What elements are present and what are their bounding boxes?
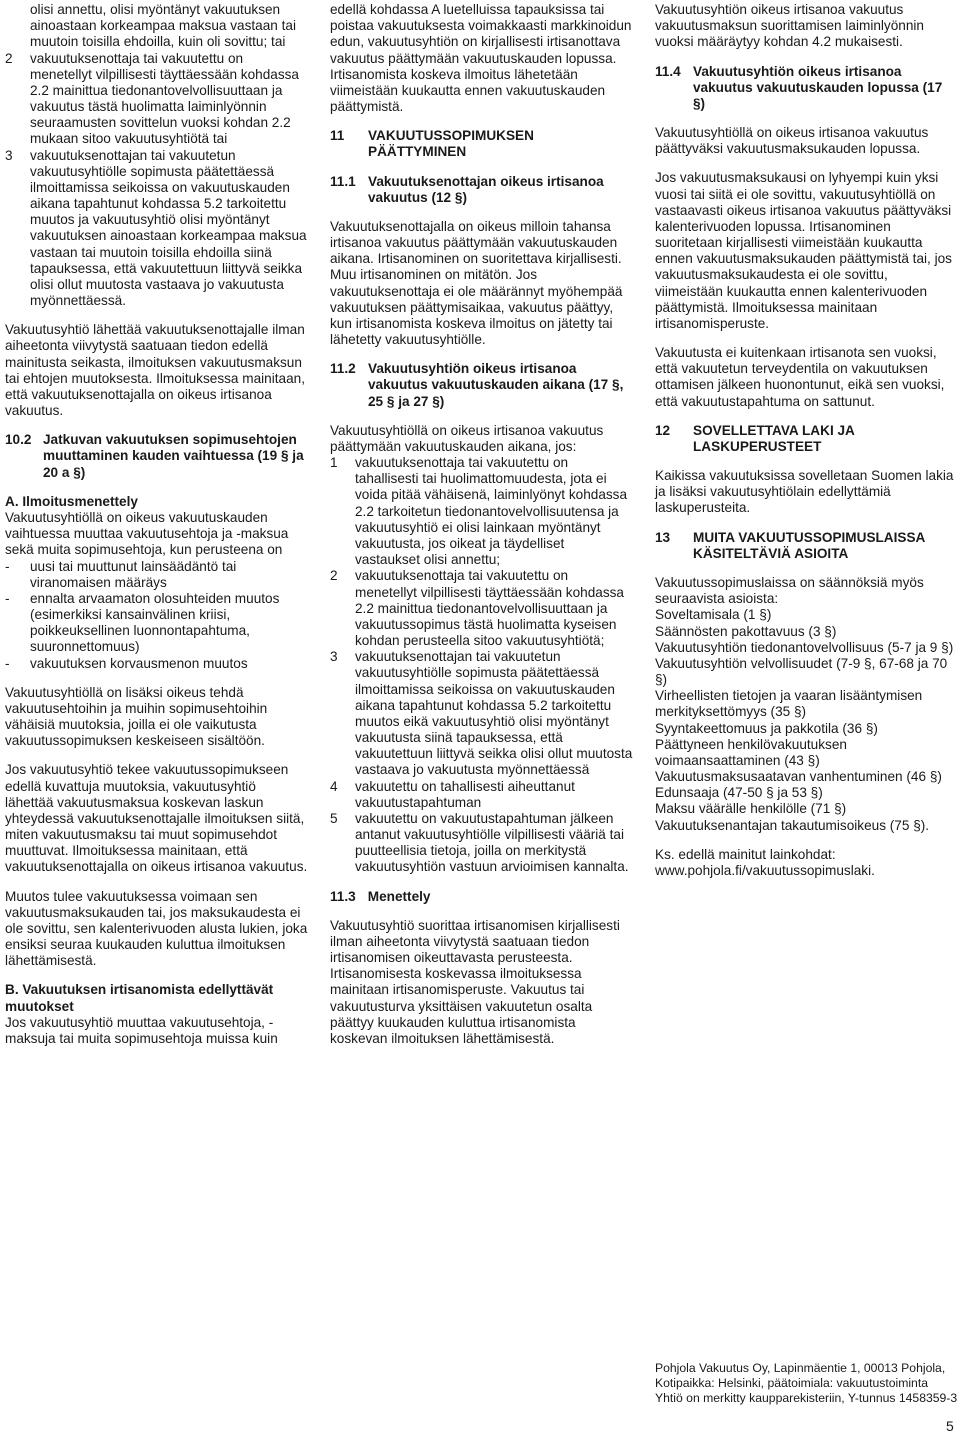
dash-list — [5, 559, 308, 672]
list-bullet: - — [5, 590, 10, 606]
footer-line: Pohjola Vakuutus Oy, Lapinmäentie 1, 00013 Pohjola, — [655, 1361, 946, 1375]
list-item: Edunsaaja (47-50 § ja 53 §) — [655, 785, 823, 801]
paragraph: Jos vakuutusmaksukausi on lyhyempi kuin yksi vuosi tai siitä ei ole sovittu, vakuutusyhtiöllä on vastaavasti oikeus irtisanoa vakuutus päättyväksi kalenterivuoden lopussa. Irtisanominen suoritetaan kirjallisesti viimeistään kuukautta ennen vakuutusmaksukauden päättymistä tai, jos vakuutusmaksukaudesta ei ole sovittu, viimeistään kuukautta ennen kalenterivuoden päättymistä. Ilmoituksessa mainitaan irtisanomisperuste. — [655, 170, 952, 331]
paragraph: Vakuutusyhtiöllä on oikeus vakuutuskauden vaihtuessa muuttaa vakuutusehtoja ja -maksua sekä muita sopimusehtoja, kun perusteena on — [5, 509, 289, 558]
list-item — [330, 568, 633, 649]
page-number: 5 — [946, 1418, 954, 1434]
numbered-list — [330, 455, 633, 875]
paragraph: Vakuutuksenottajalla on oikeus milloin tahansa irtisanoa vakuutus päättymään vakuutuskauden aikana. Irtisanominen on suoritettava kirjallisesti. Muu irtisanominen on mitätön. Jos vakuutuksenottaja ei ole määrännyt myöhempää vakuutuksen päättymisaikaa, vakuutus päättyy, kun irtisanomista koskeva ilmoitus on jätetty tai lähetetty vakuutusyhtiölle. — [330, 218, 623, 348]
paragraph: Vakuutusyhtiöllä on lisäksi oikeus tehdä vakuutusehtoihin ja muihin sopimusehtoihin vähäisiä muutoksia, joilla ei ole vaikutusta vakuutussopimuksen keskeiseen sisältöön. — [5, 684, 268, 749]
list-item-text: vakuutettu on tahallisesti aiheuttanut vakuutustapahtuman — [355, 778, 575, 810]
list-item-text: vakuutuksenottajan tai vakuutetun vakuutusyhtiölle sopimusta päätettäessä ilmoittamissa seikoissa on vakuutuskauden aikana tapahtunut kohdassa 5.2 tarkoitettu muutos eikä vakuutusyhtiö olisi myöntänyt vakuutusta siinä tapauksessa, että vakuutettuun liittyvä seikka olisi ollut muutosta vastaava jo vakuutusta myönnettäessä — [355, 649, 633, 778]
list-item — [330, 455, 633, 568]
heading-title: Menettely — [367, 888, 431, 904]
list-item-text: vakuutuksen korvausmenon muutos — [30, 655, 248, 671]
heading-title: Jatkuvan vakuutuksen sopimusehtojen muuttaminen kauden vaihtuessa (19 § ja 20 a §) — [43, 432, 304, 480]
company-footer — [655, 1361, 958, 1406]
paragraph: Vakuutussopimuslaissa on säännöksiä myös seuraavista asioista: — [655, 574, 924, 607]
footer-line: Kotipaikka: Helsinki, päätoimiala: vakuutustoiminta — [655, 1376, 928, 1390]
paragraph: Jos vakuutusyhtiö tekee vakuutussopimukseen edellä kuvattuja muutoksia, vakuutusyhtiö lähettää vakuutusmaksua koskevan laskun yhteydessä vakuutuksenottajalle ilmoituksen siitä, miten vakuutusmaksu tai muut sopimusehdot muuttuvat. Ilmoituksessa mainitaan, että vakuutuksenottajalla on oikeus irtisanoa vakuutus. — [5, 762, 308, 875]
list-item — [5, 148, 308, 310]
heading-number: 13 — [655, 529, 671, 545]
list-bullet: - — [5, 655, 10, 671]
section-heading-11-4 — [655, 64, 958, 113]
heading-title: MUITA VAKUUTUSSOPIMUSLAISSA KÄSITELTÄVIÄ ASIOITA — [693, 529, 925, 561]
column-1 — [5, 2, 308, 1047]
list-item — [330, 811, 633, 876]
list-item: Virheellisten tietojen ja vaaran lisääntymisen merkityksettömyys (35 §) — [655, 688, 923, 720]
list-item-text: vakuutuksenottaja tai vakuutettu on menetellyt vilpillisesti täyttäessään kohdassa 2.2 mainittua tiedonantovelvollisuuttaan ja vakuutus tästä huolimatta laiminlyönnin seuraamusten sovittelun vuoksi kohdan 2.2 mukaan sitoo vakuutusyhtiötä tai — [30, 50, 299, 147]
list-item-text: vakuutuksenottaja tai vakuutettu on tahallisesti tai huolimattomuudesta, jota ei voida pitää vähäisenä, laiminlyönyt kohdassa 2.2 tarkoitetun tiedonantovelvollisuutensa ja vakuutusyhtiö ei olisi lainkaan myöntänyt vakuutusta, jos oikeat ja täydelliset vastaukset olisi annettu; — [355, 455, 628, 568]
heading-number: 11 — [330, 128, 345, 144]
paragraph: Muutos tulee vakuutuksessa voimaan sen vakuutusmaksukauden tai, jos maksukaudesta ei ole sovittu, sen kalenterivuoden alusta lukien, joka ensiksi seuraa kuukauden kuluttua ilmoituksen lähettämisestä. — [5, 888, 308, 969]
list-item-text: vakuutuksenottaja tai vakuutettu on menetellyt vilpillisesti täyttäessään kohdassa 2.2 mainittua tiedonantovelvollisuuttaan ja vakuutussopimus tästä huolimatta kyseisen kohdan perusteella sitoo vakuutusyhtiötä; — [355, 568, 624, 649]
list-item-text: ennalta arvaamaton olosuhteiden muutos (esimerkiksi kansainvälinen kriisi, poikkeuksellinen luonnontapahtuma, suuronnettomuus) — [30, 590, 280, 655]
list-item: Vakuutusyhtiön tiedonantovelvollisuus (5-7 ja 9 §) — [655, 639, 954, 655]
paragraph: Vakuutusyhtiö suorittaa irtisanomisen kirjallisesti ilman aiheetonta viivytystä saatuaan tiedon irtisanomisen oikeuttavasta perusteesta. Irtisanomisesta koskevassa ilmoituksessa mainitaan irtisanomisperuste. Vakuutus tai vakuutusturva yksittäisen vakuutetun osalta päättyy kuukauden kuluttua irtisanomista koskevan ilmoituksen lähettämisestä. — [330, 917, 620, 1046]
heading-number: 10.2 — [5, 432, 32, 448]
list-item-number: 2 — [330, 568, 338, 584]
heading-number: 11.3 — [330, 888, 356, 904]
section-heading-11 — [330, 128, 633, 160]
reference-link-paragraph: Ks. edellä mainitut lainkohdat: www.pohjola.fi/vakuutussopimuslaki. — [655, 846, 875, 878]
paragraph: Kaikissa vakuutuksissa sovelletaan Suomen lakia ja lisäksi vakuutusyhtiölain edellyttämiä laskuperusteita. — [655, 468, 954, 516]
law-topic-list — [655, 607, 958, 833]
list-item-text: olisi annettu, olisi myöntänyt vakuutuksen ainoastaan korkeampaa maksua vastaan tai muutoin toisilla ehdoilla, kuin oli sovittu; tai — [30, 2, 296, 50]
section-heading-12 — [655, 423, 958, 455]
list-item: Vakuutuksenantajan takautumisoikeus (75 §). — [655, 817, 930, 833]
list-item — [330, 779, 633, 811]
heading-title: VAKUUTUSSOPIMUKSEN PÄÄTTYMINEN — [368, 128, 534, 160]
list-item: Syyntakeettomuus ja pakkotila (36 §) — [655, 720, 878, 736]
paragraph: Vakuutusyhtiö lähettää vakuutuksenottajalle ilman aiheetonta viivytystä saatuaan tiedon edellä mainitusta seikasta, ilmoituksen vakuutusmaksun tai ehtojen muutoksesta. Ilmoituksessa mainitaan, että vakuutuksenottajalla on oikeus irtisanoa vakuutus. — [5, 322, 305, 419]
paragraph: Jos vakuutusyhtiö muuttaa vakuutusehtoja, -maksuja tai muita sopimusehtoja muissa kuin — [5, 1014, 278, 1046]
list-item-number: 4 — [330, 778, 338, 794]
list-item-text: vakuutuksenottajan tai vakuutetun vakuutusyhtiölle sopimusta päätettäessä ilmoittamissa seikoissa on vakuutuskauden aikana tapahtunut kohdassa 5.2 tarkoitettu muutos ja vakuutusyhtiö olisi myöntänyt vakuutuksen ainoastaan korkeampaa maksua vastaan tai muutoin toisilla ehdoilla siinä tapauksessa, että vakuutettuun liittyvä seikka olisi ollut muutosta vastaava jo vakuutusta myönnettäessä. — [30, 147, 307, 309]
heading-title: SOVELLETTAVA LAKI JA LASKUPERUSTEET — [693, 422, 855, 454]
heading-number: 12 — [655, 422, 671, 438]
list-item-number: 1 — [330, 455, 338, 471]
subheading-b: B. Vakuutuksen irtisanomista edellyttävät muutokset — [5, 982, 274, 1014]
list-item — [330, 649, 633, 778]
section-heading-11-2 — [330, 361, 633, 410]
section-heading-13 — [655, 530, 958, 562]
section-heading-11-1 — [330, 174, 633, 206]
list-item: Vakuutusmaksusaatavan vanhentuminen (46 §) — [655, 769, 942, 785]
section-heading-10-2 — [5, 432, 308, 481]
list-item-number: 3 — [330, 649, 338, 665]
list-item: Vakuutusyhtiön velvollisuudet (7-9 §, 67-68 ja 70 §) — [655, 655, 948, 688]
list-bullet: - — [5, 558, 10, 574]
list-item-number: 2 — [5, 50, 13, 66]
paragraph: edellä kohdassa A luetelluissa tapauksissa tai poistaa vakuutuksesta voimakkaasti markkinoidun edun, vakuutusyhtiön on kirjallisesti irtisanottava vakuutus päättymään vakuutuskauden lopussa. Irtisanomista koskeva ilmoitus lähetetään viimeistään kuukautta ennen vakuutuskauden päättymistä. — [330, 2, 632, 115]
heading-number: 11.4 — [655, 63, 681, 79]
list-item: Säännösten pakottavuus (3 §) — [655, 623, 837, 639]
list-item — [5, 559, 308, 591]
list-item — [5, 656, 308, 672]
paragraph: Vakuutusyhtiön oikeus irtisanoa vakuutus vakuutusmaksun suorittamisen laiminlyönnin vuoksi määräytyy kohdan 4.2 mukaisesti. — [655, 2, 924, 50]
list-item-text: uusi tai muuttunut lainsäädäntö tai viranomaisen määräys — [30, 558, 237, 590]
list-item — [5, 591, 308, 656]
footer-line: Yhtiö on merkitty kaupparekisteriin, Y-tunnus 1458359-3 — [655, 1391, 958, 1405]
heading-title: Vakuutusyhtiön oikeus irtisanoa vakuutus vakuutuskauden lopussa (17 §) — [693, 63, 943, 111]
list-item-number — [5, 2, 30, 51]
subheading-a: A. Ilmoitusmenettely — [5, 493, 138, 509]
column-3 — [655, 2, 958, 892]
paragraph: Vakuutusta ei kuitenkaan irtisanota sen vuoksi, että vakuutetun terveydentila on vakuutuksen ottamisen jälkeen huonontunut, eikä sen vuoksi, että vakuutustapahtuma on sattunut. — [655, 345, 945, 409]
numbered-list — [5, 2, 308, 309]
list-item: Päättyneen henkilövakuutuksen voimaansaattaminen (43 §) — [655, 736, 847, 768]
paragraph: Vakuutusyhtiöllä on oikeus irtisanoa vakuutus päättyväksi vakuutusmaksukauden lopussa. — [655, 125, 929, 157]
list-item-number: 3 — [5, 147, 13, 163]
list-item — [5, 2, 308, 51]
paragraph: Vakuutusyhtiöllä on oikeus irtisanoa vakuutus päättymään vakuutuskauden aikana, jos: — [330, 422, 604, 454]
column-2 — [330, 2, 633, 1060]
list-item-text: vakuutettu on vakuutustapahtuman jälkeen antanut vakuutusyhtiölle vilpillisesti vääriä tai puutteellisia tietoja, joilla on merkitystä vakuutusyhtiön vastuun arvioimisen kannalta. — [355, 810, 629, 875]
heading-number: 11.1 — [330, 173, 356, 189]
list-item: Soveltamisala (1 §) — [655, 607, 772, 623]
list-item: Maksu väärälle henkilölle (71 §) — [655, 801, 847, 817]
list-item — [5, 51, 308, 148]
heading-title: Vakuutuksenottajan oikeus irtisanoa vakuutus (12 §) — [368, 173, 604, 205]
list-item-number: 5 — [330, 810, 338, 826]
heading-title: Vakuutusyhtiön oikeus irtisanoa vakuutus vakuutuskauden aikana (17 §, 25 § ja 27 §) — [368, 361, 624, 409]
section-heading-11-3 — [330, 889, 633, 905]
heading-number: 11.2 — [330, 361, 356, 377]
